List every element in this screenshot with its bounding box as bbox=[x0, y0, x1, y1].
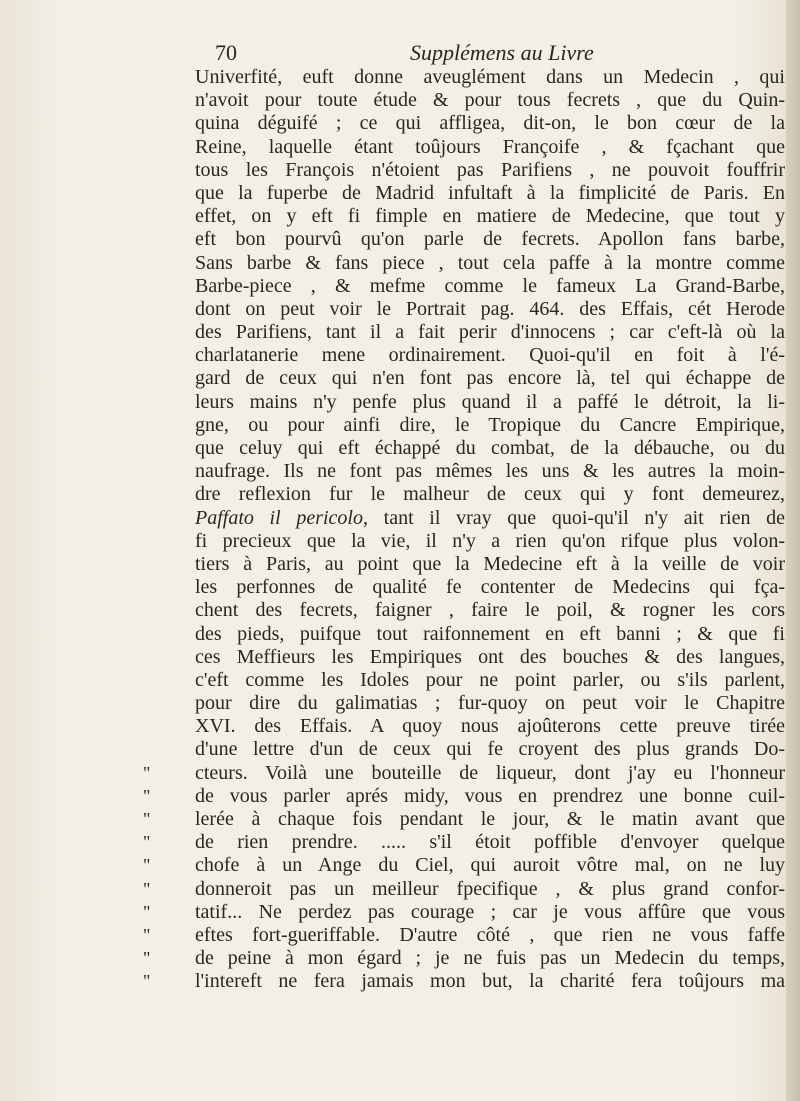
text-line bbox=[195, 646, 785, 669]
text-line bbox=[143, 784, 785, 808]
text-line-content: cteurs. Voilà une bouteille de liqueur, dont j'ay eu l'honneur bbox=[195, 761, 785, 784]
text-line-content: naufrage. Ils ne font pas mêmes les uns & les autres la moin- bbox=[195, 460, 785, 483]
text-line bbox=[195, 576, 785, 599]
text-line bbox=[195, 205, 785, 228]
page-header bbox=[215, 40, 615, 66]
text-line-content: leurs mains n'y penfe plus quand il a paffé le détroit, la li- bbox=[195, 390, 785, 413]
text-line-content: XVI. des Effais. A quoy nous ajoûterons cette preuve tirée bbox=[195, 715, 785, 738]
text-line-content: de peine à mon égard ; je ne fuis pas un Medecin du temps, bbox=[195, 947, 785, 970]
text-line-content: tiers à Paris, au point que la Medecine eft à la veille de voir bbox=[195, 552, 785, 575]
text-line-content: Univerfité, euft donne aveuglément dans un Medecin , qui bbox=[195, 66, 785, 88]
quote-mark: " bbox=[143, 878, 151, 899]
text-line bbox=[143, 900, 785, 924]
text-line-content: pour dire du galimatias ; fur-quoy on peut voir le Chapitre bbox=[195, 692, 785, 715]
quote-mark: " bbox=[143, 855, 151, 876]
text-line bbox=[195, 367, 785, 390]
text-line bbox=[195, 530, 785, 553]
quote-mark: " bbox=[143, 832, 151, 853]
text-line bbox=[143, 808, 785, 831]
text-line bbox=[195, 275, 785, 298]
text-line-content: dont on peut voir le Portrait pag. 464. des Effais, cét Herode bbox=[195, 297, 785, 320]
text-line bbox=[195, 599, 785, 622]
text-line-content: n'avoit pour toute étude & pour tous fecrets , que du Quin- bbox=[195, 89, 785, 112]
text-line-content: des pieds, puifque tout raifonnement en eft banni ; & que fi bbox=[195, 622, 785, 645]
text-line bbox=[195, 692, 785, 715]
quote-mark: " bbox=[143, 762, 151, 783]
text-line bbox=[195, 344, 785, 367]
text-line bbox=[195, 460, 785, 483]
text-line bbox=[195, 159, 785, 182]
page-edge-shadow bbox=[786, 0, 800, 1101]
text-line-content: gard de ceux qui n'en font pas encore là, tel qui échappe de bbox=[195, 367, 785, 390]
text-line-content: c'eft comme les Idoles pour ne point parler, ou s'ils parlent, bbox=[195, 668, 785, 691]
text-line-content: d'une lettre d'un de ceux qui fe croyent des plus grands Do- bbox=[195, 738, 785, 761]
text-line-content: tatif... Ne perdez pas courage ; car je vous affûre que vous bbox=[195, 900, 785, 923]
text-line bbox=[143, 877, 785, 901]
text-line-content: chofe à un Ange du Ciel, qui auroit vôtre mal, on ne luy bbox=[195, 854, 785, 877]
text-line bbox=[195, 414, 785, 437]
text-line-content: charlatanerie mene ordinairement. Quoi-qu'il en foit à l'é- bbox=[195, 344, 785, 367]
text-line-content: que la fuperbe de Madrid infultaft à la fimplicité de Paris. En bbox=[195, 181, 785, 204]
running-title: Supplémens au Livre bbox=[410, 40, 594, 65]
text-line-content: fi precieux que la vie, il n'y a rien qu'on rifque plus volon- bbox=[195, 529, 785, 552]
text-line bbox=[195, 298, 785, 321]
quote-mark: " bbox=[143, 924, 151, 945]
text-line bbox=[195, 66, 785, 89]
text-line-content: quina déguifé ; ce qui affligea, dit-on, le bon cœur de la bbox=[195, 112, 785, 135]
text-line bbox=[143, 854, 785, 877]
text-line bbox=[195, 89, 785, 112]
text-line bbox=[195, 228, 785, 251]
quote-mark: " bbox=[143, 901, 151, 922]
text-line bbox=[195, 507, 785, 530]
text-line bbox=[143, 970, 785, 993]
text-line-content: gne, ou pour ainfi dire, le Tropique du Cancre Empirique, bbox=[195, 413, 785, 436]
text-line-content: chent des fecrets, faigner , faire le poil, & rogner les cors bbox=[195, 599, 785, 622]
text-line bbox=[195, 437, 785, 460]
text-line bbox=[143, 831, 785, 854]
text-line bbox=[195, 182, 785, 205]
text-line bbox=[195, 252, 785, 275]
text-line-content: des Parifiens, tant il a fait perir d'innocens ; car c'eft-là où la bbox=[195, 321, 785, 344]
text-line-content: eft bon pourvû qu'on parle de fecrets. Apollon fans barbe, bbox=[195, 228, 785, 251]
text-line bbox=[195, 715, 785, 738]
text-line bbox=[195, 553, 785, 576]
page-number: 70 bbox=[215, 40, 237, 65]
text-line-content: ces Meffieurs les Empiriques ont des bouches & des langues, bbox=[195, 645, 785, 668]
text-line bbox=[195, 738, 785, 761]
body-text bbox=[143, 66, 785, 994]
quote-mark: " bbox=[143, 785, 151, 806]
text-line-content: tous les François n'étoient pas Parifiens , ne pouvoit fouffrir bbox=[195, 158, 785, 181]
text-line bbox=[195, 136, 785, 159]
text-line-content: de rien prendre. ..... s'il étoit poffible d'envoyer quelque bbox=[195, 831, 785, 854]
text-line-content: de vous parler aprés midy, vous en prendrez une bonne cuil- bbox=[195, 784, 785, 807]
text-line-content: Reine, laquelle étant toûjours Françoife , & fçachant que bbox=[195, 135, 785, 158]
text-line bbox=[195, 321, 785, 344]
text-line-content: que celuy qui eft échappé du combat, de la débauche, ou du bbox=[195, 437, 785, 459]
text-line bbox=[143, 761, 785, 785]
quote-mark: " bbox=[143, 948, 151, 969]
text-line bbox=[195, 623, 785, 646]
text-line bbox=[195, 112, 785, 135]
text-line-content: Paffato il pericolo, tant il vray que quoi-qu'il n'y ait rien de bbox=[195, 506, 785, 529]
quote-mark: " bbox=[143, 809, 151, 829]
text-line-content: Barbe-piece , & mefme comme le fameux La Grand-Barbe, bbox=[195, 274, 785, 297]
text-line-content: dre reflexion fur le malheur de ceux qui y font demeurez, bbox=[195, 483, 785, 506]
text-line-content: l'intereft ne fera jamais mon but, la charité fera toûjours ma bbox=[195, 970, 785, 993]
text-line-content: les perfonnes de qualité fe contenter de Medecins qui fça- bbox=[195, 576, 785, 599]
text-line bbox=[143, 947, 785, 970]
text-line-content: Sans barbe & fans piece , tout cela paffe à la montre comme bbox=[195, 251, 785, 274]
text-line-content: donneroit pas un meilleur fpecifique , & plus grand confor- bbox=[195, 877, 785, 900]
text-line bbox=[195, 483, 785, 506]
italic-phrase: Paffato il pericolo bbox=[195, 506, 363, 529]
text-line bbox=[195, 669, 785, 692]
text-line bbox=[195, 391, 785, 414]
text-line-content: eftes fort-gueriffable. D'autre côté , que rien ne vous faffe bbox=[195, 923, 785, 946]
text-line bbox=[143, 923, 785, 947]
quote-mark: " bbox=[143, 971, 151, 992]
text-line-content: effet, on y eft fi fimple en matiere de Medecine, que tout y bbox=[195, 205, 785, 228]
text-line-content: lerée à chaque fois pendant le jour, & le matin avant que bbox=[195, 808, 785, 830]
